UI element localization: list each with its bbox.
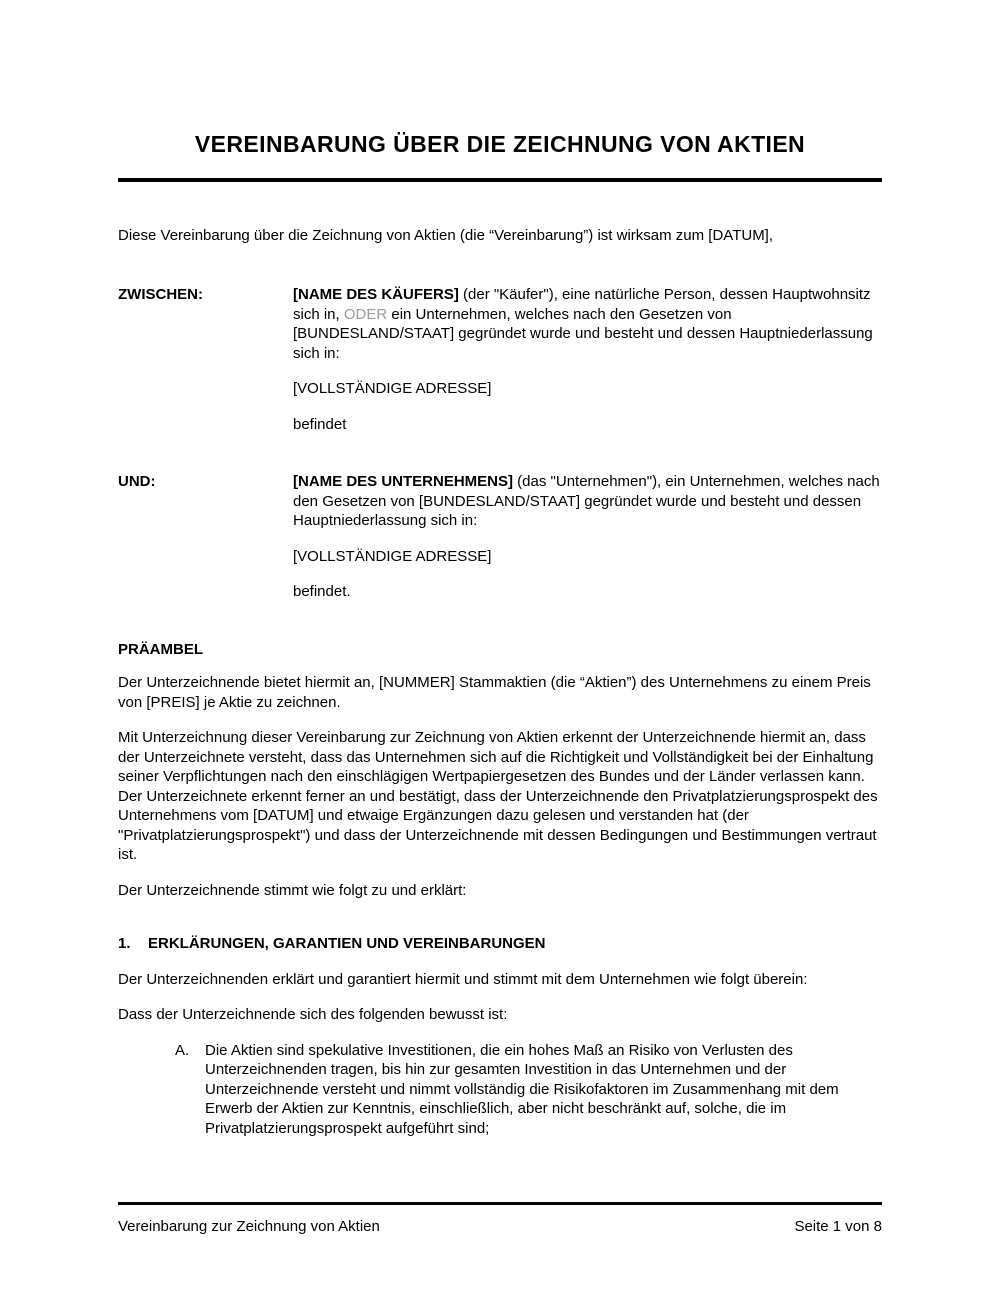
list-item-a-marker: A.	[175, 1041, 190, 1059]
and-text: (das "Unternehmen"), ein Unternehmen, welches nach den Gesetzen von [BUNDESLAND/STAAT] gegründet wurde und besteht und dessen Hauptniederlassung sich in:	[293, 473, 880, 530]
preamble-paragraph-3: Der Unterzeichnende stimmt wie folgt zu und erklärt:	[118, 881, 467, 899]
section-1-number: 1.	[118, 935, 131, 953]
intro-paragraph: Diese Vereinbarung über die Zeichnung von Aktien (die “Vereinbarung”) ist wirksam zum [DATUM],	[118, 226, 774, 244]
company-name-placeholder: [NAME DES UNTERNEHMENS]	[293, 473, 514, 491]
buyer-name-placeholder: [NAME DES KÄUFERS]	[293, 286, 459, 304]
list-item-a	[175, 1041, 882, 1139]
between-text-b: ein Unternehmen, welches nach den Gesetzen von [BUNDESLAND/STAAT] gegründet wurde und besteht und dessen Hauptniederlassung sich in:	[293, 305, 873, 362]
page-title: VEREINBARUNG ÜBER DIE ZEICHNUNG VON AKTIEN	[194, 131, 806, 157]
list-item-a-text: Die Aktien sind spekulative Investitionen, die ein hohes Maß an Risiko von Verlusten des Unterzeichnenden tragen, bis hin zur gesamten Investition in das Unternehmen und der Unterzeichnende versteht und nimmt vollständig die Risikofaktoren im Zusammenhang mit dem Erwerb der Aktien zur Kenntnis, einschließlich, aber nicht beschränkt auf, solche, die im Privatplatzierungsprospekt aufgeführt sind;	[205, 1041, 839, 1137]
preamble-paragraph-1: Der Unterzeichnende bietet hiermit an, [NUMMER] Stammaktien (die “Aktien”) des Unternehmens zu einem Preis von [PREIS] je Aktie zu zeichnen.	[118, 674, 871, 711]
section-1-paragraph-1: Der Unterzeichnenden erklärt und garantiert hiermit und stimmt mit dem Unternehmen wie folgt überein:	[118, 970, 808, 988]
preamble-paragraph-2: Mit Unterzeichnung dieser Vereinbarung zur Zeichnung von Aktien erkennt der Unterzeichnende hiermit an, dass der Unterzeichnete versteht, dass das Unternehmen sich auf die Richtigkeit und Vollständigkeit bei der Einhaltung seiner Verpflichtungen nach den einschlägigen Wertpapiergesetzen des Bundes und der Länder verlassen kann. Der Unterzeichnete erkennt ferner an und bestätigt, dass der Unterzeichnende den Privatplatzierungsprospekt des Unternehmens vom [DATUM] und etwaige Ergänzungen dazu gelesen und verstanden hat (der "Privatplatzierungsprospekt") und dass der Unterzeichnende mit dessen Bedingungen und Bestimmungen vertraut ist.	[118, 729, 878, 864]
title-rule	[118, 178, 882, 182]
section-1-paragraph-2: Dass der Unterzeichnende sich des folgenden bewusst ist:	[118, 1006, 508, 1024]
between-label: ZWISCHEN:	[118, 286, 203, 304]
between-text-a: (der "Käufer"), eine natürliche Person, dessen Hauptwohnsitz sich in,	[293, 286, 871, 323]
footer-document-name: Vereinbarung zur Zeichnung von Aktien	[118, 1218, 380, 1235]
section-1-title: ERKLÄRUNGEN, GARANTIEN UND VEREINBARUNGEN	[148, 935, 546, 953]
between-content	[293, 285, 882, 434]
page-footer	[118, 1202, 882, 1237]
between-address-placeholder: [VOLLSTÄNDIGE ADRESSE]	[293, 380, 492, 398]
and-block	[118, 472, 882, 602]
and-paragraph	[293, 472, 882, 531]
and-content	[293, 472, 882, 602]
preamble-heading: PRÄAMBEL	[118, 640, 203, 658]
between-closing: befindet	[293, 415, 347, 433]
and-address-placeholder: [VOLLSTÄNDIGE ADRESSE]	[293, 547, 492, 565]
and-label: UND:	[118, 473, 156, 491]
or-word: ODER	[343, 305, 388, 323]
footer-page-number: Seite 1 von 8	[794, 1218, 882, 1235]
between-paragraph	[293, 285, 882, 363]
section-1-heading	[118, 934, 882, 954]
and-closing: befindet.	[293, 583, 351, 601]
between-block	[118, 285, 882, 434]
